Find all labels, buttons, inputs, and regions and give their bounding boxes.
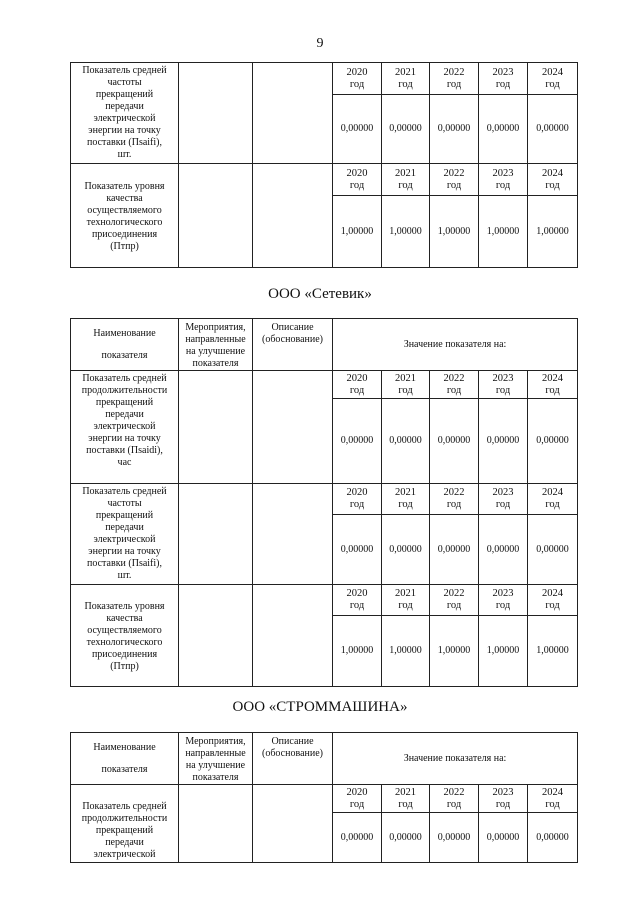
indicator-value: 1,00000 — [340, 225, 374, 237]
indicator-name-saifi — [71, 484, 179, 585]
year-number: 2024 — [542, 167, 563, 179]
text-line: шт. — [117, 570, 132, 581]
indicator-value: 1,00000 — [437, 645, 471, 656]
year-header-cell — [528, 63, 578, 95]
year-number: 2023 — [492, 66, 514, 78]
indicator-value-cell — [382, 196, 430, 268]
indicator-name-saidi — [71, 785, 179, 863]
indicator-value-cell — [333, 515, 382, 585]
indicator-value-cell — [382, 95, 430, 164]
year-number: 2021 — [395, 588, 416, 599]
year-number: 2020 — [346, 167, 368, 179]
text-line: передачи — [105, 837, 144, 848]
year-unit: год — [446, 499, 462, 510]
year-unit: год — [545, 384, 560, 396]
indicator-value: 0,00000 — [536, 831, 569, 843]
text-line: передачи — [105, 409, 144, 420]
indicator-value-cell — [382, 813, 430, 863]
text-line: технологического — [86, 216, 163, 228]
description-cell — [253, 63, 333, 164]
year-header-cell — [479, 63, 528, 95]
indicator-name-tpr — [71, 164, 179, 268]
text-line: на улучшение — [185, 346, 246, 357]
indicator-value: 0,00000 — [389, 123, 422, 134]
indicator-value-cell — [479, 515, 528, 585]
year-header-cell — [430, 585, 479, 616]
indicator-value-cell — [333, 196, 382, 268]
year-number: 2023 — [492, 588, 514, 599]
text-line: осуществляемого — [87, 204, 162, 216]
text-line: электрической — [93, 421, 156, 432]
indicator-value: 0,00000 — [437, 543, 471, 555]
text-line: Показатель уровня — [84, 180, 165, 192]
header-indicator-name — [71, 733, 179, 785]
organization-title-strommashina: ООО «СТРОММАШИНА» — [232, 699, 408, 715]
indicator-value-cell — [528, 95, 578, 164]
year-number: 2024 — [542, 372, 563, 384]
year-number: 2024 — [542, 588, 563, 599]
year-header-cell — [382, 164, 430, 196]
indicator-value-cell — [382, 616, 430, 687]
year-header-cell — [528, 164, 578, 196]
year-number: 2022 — [443, 588, 465, 599]
year-header-cell — [528, 484, 578, 515]
text-line: (Птпр) — [110, 660, 139, 672]
indicator-value: 0,00000 — [486, 123, 520, 134]
text-line: Показатель средней — [82, 801, 167, 812]
indicator-value: 0,00000 — [340, 435, 374, 446]
text-line: технологического — [86, 636, 163, 648]
header-value: Значение показателя на: — [333, 319, 578, 371]
indicator-value: 0,00000 — [389, 435, 422, 446]
indicator-value: 0,00000 — [486, 543, 520, 555]
year-header-cell — [382, 484, 430, 515]
year-unit: год — [349, 499, 365, 510]
text-line: качества — [106, 192, 143, 204]
description-cell — [253, 585, 333, 687]
year-number: 2024 — [542, 786, 563, 798]
indicator-value: 0,00000 — [340, 831, 374, 843]
indicator-value-cell — [528, 813, 578, 863]
year-number: 2021 — [395, 66, 416, 78]
header-value: Значение показателя на: — [333, 733, 578, 785]
text-line: Мероприятия, — [185, 322, 246, 333]
text-line: Наименование — [93, 741, 156, 753]
year-unit: год — [349, 384, 365, 396]
year-unit: год — [545, 499, 560, 510]
text-line: частоты — [107, 498, 142, 509]
year-number: 2020 — [346, 588, 368, 599]
year-unit: год — [495, 384, 511, 396]
indicator-name-saifi — [71, 63, 179, 164]
indicator-value-cell — [479, 813, 528, 863]
indicator-value: 0,00000 — [437, 831, 471, 843]
year-unit: год — [545, 179, 560, 191]
indicator-value-cell — [528, 196, 578, 268]
text-line: Показатель средней — [82, 65, 167, 76]
text-line: прекращений — [95, 825, 154, 836]
text-line: на улучшение — [185, 760, 246, 771]
year-header-cell — [430, 63, 479, 95]
year-unit: год — [545, 78, 560, 90]
text-line: прекращений — [95, 510, 154, 521]
indicator-value: 1,00000 — [486, 645, 520, 656]
year-number: 2020 — [346, 372, 368, 384]
indicator-value-cell — [479, 616, 528, 687]
year-unit: год — [349, 179, 365, 191]
year-number: 2023 — [492, 372, 514, 384]
year-unit: год — [349, 78, 365, 90]
year-header-cell — [528, 785, 578, 813]
indicator-value-cell — [430, 813, 479, 863]
indicator-name-saidi — [71, 371, 179, 484]
text-line: Наименование — [93, 327, 156, 339]
indicator-table-setevik — [70, 318, 578, 687]
indicator-value-cell — [528, 616, 578, 687]
year-number: 2021 — [395, 167, 416, 179]
year-number: 2020 — [346, 786, 368, 798]
text-line: Мероприятия, — [185, 736, 246, 747]
year-number: 2021 — [395, 786, 416, 798]
year-unit: год — [495, 78, 511, 90]
indicator-value: 0,00000 — [486, 435, 520, 446]
text-line: показателя — [101, 763, 148, 775]
text-line: прекращений — [95, 397, 154, 408]
indicator-value-cell — [479, 196, 528, 268]
indicator-value: 1,00000 — [340, 645, 374, 656]
indicator-value: 0,00000 — [536, 435, 569, 446]
text-line: качества — [106, 612, 143, 624]
organization-title-setevik: ООО «Сетевик» — [268, 286, 372, 302]
indicator-value: 0,00000 — [486, 831, 520, 843]
text-line: Описание — [271, 322, 314, 333]
year-number: 2022 — [443, 167, 465, 179]
indicator-value-cell — [528, 399, 578, 484]
text-line: Показатель средней — [82, 373, 167, 384]
description-cell — [253, 785, 333, 863]
text-line: энергии на точку — [88, 433, 161, 444]
year-header-cell — [382, 785, 430, 813]
year-header-cell — [430, 785, 479, 813]
measures-cell — [179, 63, 253, 164]
year-unit: год — [398, 499, 413, 510]
indicator-value: 0,00000 — [536, 543, 569, 555]
text-line: (обоснование) — [262, 748, 323, 759]
text-line: показателя — [192, 772, 239, 783]
text-line: электрической — [93, 849, 156, 860]
description-cell — [253, 371, 333, 484]
year-unit: год — [349, 600, 365, 611]
indicator-value: 1,00000 — [486, 225, 520, 237]
year-unit: год — [495, 600, 511, 611]
year-unit: год — [545, 600, 560, 611]
measures-cell — [179, 371, 253, 484]
indicator-table-continued — [70, 62, 578, 268]
text-line: электрической — [93, 113, 156, 124]
text-line: электрической — [93, 534, 156, 545]
year-header-cell — [382, 585, 430, 616]
indicator-value-cell — [430, 515, 479, 585]
text-line: поставки (Пsaifi), — [87, 558, 162, 569]
text-line: передачи — [105, 522, 144, 533]
year-header-cell — [333, 484, 382, 515]
indicator-value-cell — [333, 399, 382, 484]
year-unit: год — [446, 600, 462, 611]
text-line: энергии на точку — [88, 546, 161, 557]
text-line: осуществляемого — [87, 624, 162, 636]
year-unit: год — [446, 78, 462, 90]
year-unit: год — [398, 384, 413, 396]
text-line: Показатель уровня — [84, 600, 165, 612]
text-line: прекращений — [95, 89, 154, 100]
header-measures — [179, 319, 253, 371]
text-line: продолжительности — [81, 385, 168, 396]
year-unit: год — [398, 798, 413, 810]
header-measures — [179, 733, 253, 785]
indicator-value-cell — [430, 95, 479, 164]
indicator-value-cell — [382, 515, 430, 585]
year-unit: год — [495, 499, 511, 510]
year-header-cell — [382, 63, 430, 95]
year-unit: год — [446, 384, 462, 396]
year-header-cell — [333, 164, 382, 196]
indicator-value: 0,00000 — [340, 543, 374, 555]
indicator-value: 1,00000 — [536, 225, 569, 237]
year-number: 2022 — [443, 487, 465, 498]
year-header-cell — [382, 371, 430, 399]
indicator-value-cell — [333, 813, 382, 863]
year-number: 2022 — [443, 372, 465, 384]
indicator-value: 1,00000 — [536, 645, 569, 656]
year-header-cell — [333, 63, 382, 95]
year-number: 2023 — [492, 487, 514, 498]
text-line: Описание — [271, 736, 314, 747]
header-description — [253, 319, 333, 371]
indicator-value-cell — [479, 399, 528, 484]
year-unit: год — [446, 798, 462, 810]
year-unit: год — [545, 798, 560, 810]
indicator-value-cell — [333, 616, 382, 687]
text-line: поставки (Пsaidi), — [86, 445, 163, 456]
year-number: 2023 — [492, 167, 514, 179]
header-indicator-name — [71, 319, 179, 371]
text-line: показателя — [101, 349, 148, 361]
year-number: 2021 — [395, 372, 416, 384]
text-line: частоты — [107, 77, 142, 88]
description-cell — [253, 484, 333, 585]
indicator-value-cell — [430, 616, 479, 687]
year-unit: год — [349, 798, 365, 810]
year-unit: год — [495, 179, 511, 191]
text-line: показателя — [192, 358, 239, 369]
text-line: Показатель средней — [82, 486, 167, 497]
indicator-name-tpr — [71, 585, 179, 687]
year-unit: год — [446, 179, 462, 191]
text-line: час — [117, 457, 132, 468]
year-header-cell — [333, 785, 382, 813]
year-header-cell — [528, 371, 578, 399]
page-number: 9 — [316, 36, 324, 51]
year-header-cell — [528, 585, 578, 616]
text-line: передачи — [105, 101, 144, 112]
measures-cell — [179, 164, 253, 268]
year-number: 2024 — [542, 487, 563, 498]
indicator-value: 0,00000 — [437, 435, 471, 446]
year-number: 2024 — [542, 66, 563, 78]
year-number: 2022 — [443, 66, 465, 78]
year-unit: год — [495, 798, 511, 810]
year-header-cell — [479, 585, 528, 616]
indicator-value: 0,00000 — [389, 831, 422, 843]
indicator-value-cell — [382, 399, 430, 484]
year-header-cell — [479, 484, 528, 515]
year-number: 2023 — [492, 786, 514, 798]
year-header-cell — [479, 371, 528, 399]
year-header-cell — [333, 585, 382, 616]
indicator-value-cell — [528, 515, 578, 585]
year-number: 2020 — [346, 66, 368, 78]
text-line: энергии на точку — [88, 125, 161, 136]
measures-cell — [179, 585, 253, 687]
year-header-cell — [430, 164, 479, 196]
text-line: поставки (Пsaifi), — [87, 137, 162, 148]
measures-cell — [179, 785, 253, 863]
indicator-value-cell — [333, 95, 382, 164]
text-line: шт. — [117, 149, 132, 160]
year-header-cell — [430, 371, 479, 399]
year-header-cell — [479, 164, 528, 196]
indicator-value: 0,00000 — [340, 123, 374, 134]
indicator-value: 1,00000 — [389, 645, 422, 656]
indicator-value-cell — [430, 399, 479, 484]
header-description — [253, 733, 333, 785]
year-unit: год — [398, 600, 413, 611]
year-number: 2020 — [346, 487, 368, 498]
year-header-cell — [479, 785, 528, 813]
text-line: присоединения — [91, 228, 158, 240]
text-line: (Птпр) — [110, 240, 139, 252]
year-header-cell — [333, 371, 382, 399]
indicator-value-cell — [430, 196, 479, 268]
year-unit: год — [398, 179, 413, 191]
indicator-value: 0,00000 — [389, 543, 422, 555]
indicator-value: 1,00000 — [437, 225, 471, 237]
indicator-value: 1,00000 — [389, 225, 422, 237]
indicator-value: 0,00000 — [437, 123, 471, 134]
indicator-table-strommashina — [70, 732, 578, 863]
indicator-value: 0,00000 — [536, 123, 569, 134]
measures-cell — [179, 484, 253, 585]
year-header-cell — [430, 484, 479, 515]
text-line: (обоснование) — [262, 334, 323, 345]
indicator-value-cell — [479, 95, 528, 164]
text-line: направленные — [185, 748, 246, 759]
text-line: направленные — [185, 334, 246, 345]
year-unit: год — [398, 78, 413, 90]
description-cell — [253, 164, 333, 268]
year-number: 2021 — [395, 487, 416, 498]
year-number: 2022 — [443, 786, 465, 798]
text-line: продолжительности — [81, 813, 168, 824]
text-line: присоединения — [91, 648, 158, 660]
